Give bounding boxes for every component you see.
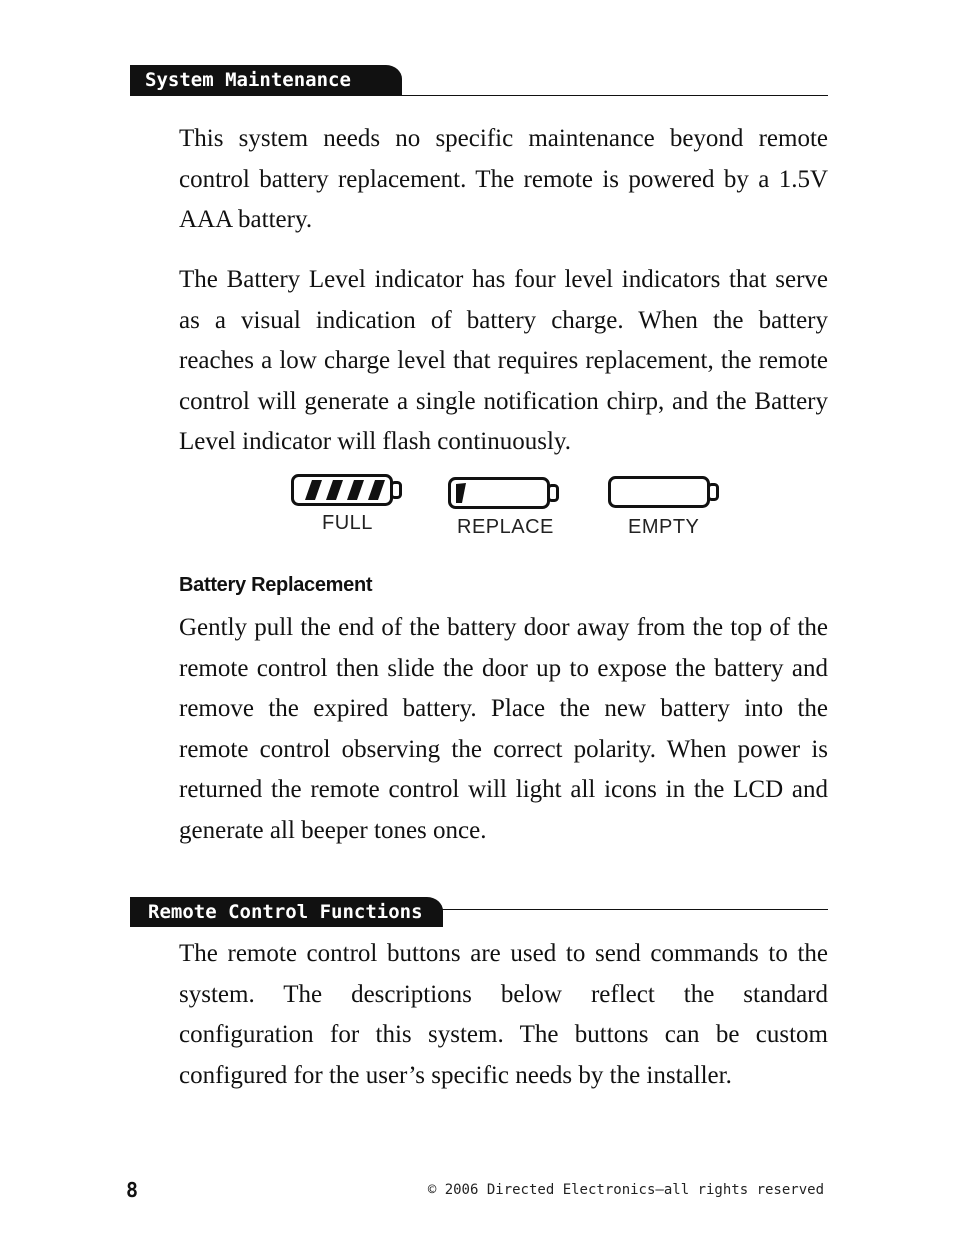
- paragraph-remote-functions: The remote control buttons are used to send commands to the system. The descriptions below reflect the standard configuration for this system. The buttons can be custom configured for the user’s specific needs by the installer.: [179, 940, 828, 1089]
- battery-replace-label: REPLACE: [457, 516, 554, 538]
- battery-empty-label: EMPTY: [628, 516, 700, 538]
- battery-full-icon: [291, 474, 403, 508]
- section-header-maintenance: [130, 65, 828, 97]
- paragraph-battery-level: The Battery Level indicator has four level indicators that serve as a visual indication of battery charge. When the battery reaches a low charge level that requires replacement, the remote control will generate a single notification chirp, and the Battery Level indicator will flash continuously.: [179, 266, 828, 455]
- section-title: Remote Control Functions: [130, 897, 443, 927]
- copyright-notice: © 2006 Directed Electronics—all rights reserved: [427, 1182, 824, 1198]
- battery-replace-icon: [448, 477, 560, 511]
- battery-full-label: FULL: [322, 512, 373, 534]
- battery-empty-icon: [608, 476, 720, 510]
- paragraph-battery-replacement: Gently pull the end of the battery door away from the top of the remote control then slide the door up to expose the battery and remove the expired battery. Place the new battery into the remote control observing the correct polarity. When power is returned the remote control will light all icons in the LCD and generate all beeper tones once.: [179, 614, 828, 844]
- paragraph-maintenance-intro: This system needs no specific maintenance beyond remote control battery replacement. The remote is powered by a 1.5V AAA battery.: [179, 125, 828, 233]
- section-rule: [130, 95, 828, 96]
- battery-replacement-heading: Battery Replacement: [179, 574, 373, 596]
- page-number: 8: [126, 1178, 139, 1202]
- section-header-functions: [130, 897, 828, 929]
- section-title: System Maintenance: [130, 65, 402, 95]
